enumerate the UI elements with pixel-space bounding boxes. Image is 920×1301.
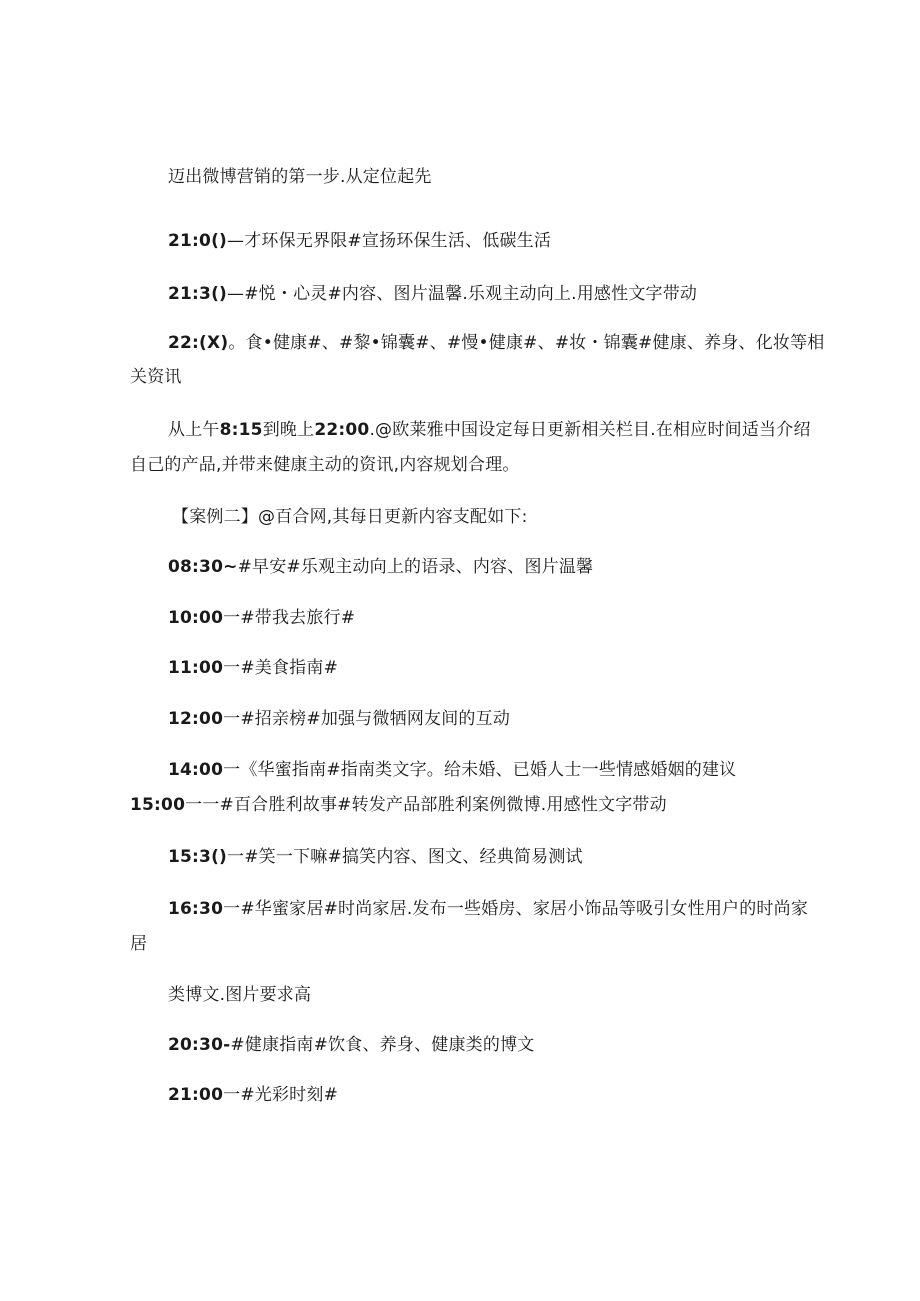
line-text: —才环保无界限#宣扬环保生活、低碳生活 — [227, 231, 552, 251]
text-line-2030 — [168, 1033, 534, 1057]
text-line-1630-continuation-2 — [168, 983, 311, 1007]
text-line-loreal-schedule — [168, 418, 811, 442]
line-text: 一#带我去旅行# — [223, 608, 356, 628]
line-time: 20:30- — [168, 1035, 231, 1055]
text-line-case-two — [172, 505, 528, 529]
line-text: 一#美食指南# — [223, 658, 339, 678]
line-text: 【案例二】@百合网,其每日更新内容支配如下: — [172, 507, 528, 527]
text-line-1400 — [168, 758, 736, 782]
line-text: 从上午 — [168, 420, 220, 440]
line-text: #早安#乐观主动向上的语录、内容、图片温馨 — [237, 557, 594, 577]
text-line-1000 — [168, 606, 355, 630]
line-time: 16:30 — [168, 899, 224, 919]
text-line-2130 — [168, 282, 697, 306]
line-time: 12:00 — [168, 709, 224, 729]
text-line-1500 — [130, 793, 667, 817]
line-time: 10:00 — [168, 608, 224, 628]
line-text: 一#光彩时刻# — [223, 1085, 339, 1105]
line-time: 15:00 — [130, 795, 186, 815]
line-text: 一#笑一下嘛#搞笑内容、图文、经典简易测试 — [227, 847, 583, 867]
line-text: .@欧莱雅中国设定每日更新相关栏目.在相应时间适当介绍 — [369, 420, 811, 440]
text-line-continuation — [130, 365, 182, 389]
line-text: 自己的产品,并带来健康主动的资讯,内容规划合理。 — [130, 455, 520, 475]
text-line-1100 — [168, 656, 338, 680]
line-time: 21:00 — [168, 1085, 224, 1105]
line-time: 11:00 — [168, 658, 224, 678]
text-line-1200 — [168, 707, 510, 731]
line-time: 21:3() — [168, 284, 228, 304]
text-line-positioning — [168, 165, 432, 189]
line-text: 居 — [130, 934, 148, 954]
line-text: 一一#百合胜利故事#转发产品部胜利案例微博.用感性文字带动 — [185, 795, 667, 815]
line-text: 一#招亲榜#加强与微牺网友间的互动 — [223, 709, 511, 729]
line-time: 21:0() — [168, 231, 228, 251]
line-text: 到晚上 — [262, 420, 315, 440]
text-line-0830 — [168, 555, 593, 579]
text-line-2100-b — [168, 1083, 338, 1107]
line-time: 14:00 — [168, 760, 224, 780]
line-text: 。食•健康#、#黎•锦囊#、#慢•健康#、#妆・锦囊#健康、养身、化妆等相 — [228, 333, 825, 353]
line-text: #健康指南#饮食、养身、健康类的博文 — [230, 1035, 535, 1055]
text-line-1630 — [168, 897, 808, 921]
line-text: 类博文.图片要求高 — [168, 985, 312, 1005]
line-time: 15:3() — [168, 847, 228, 867]
text-line-1530 — [168, 845, 583, 869]
line-time: 08:30~ — [168, 557, 238, 577]
line-time: 22:(X) — [168, 333, 229, 353]
line-text: 关资讯 — [130, 367, 182, 387]
line-text: 迈出微博营销的第一步.从定位起先 — [168, 167, 432, 187]
line-text: —#悦・心灵#内容、图片温馨.乐观主动向上.用感性文字带动 — [227, 284, 698, 304]
text-line-loreal-continuation — [130, 453, 520, 477]
line-text: 一#华蜜家居#时尚家居.发布一些婚房、家居小饰品等吸引女性用户的时尚家 — [223, 899, 809, 919]
line-time: 8:15 — [219, 420, 263, 440]
text-line-1630-continuation — [130, 932, 147, 956]
text-line-2100 — [168, 229, 551, 253]
line-text: 一《华蜜指南#指南类文字。给未婚、已婚人士一些情感婚姻的建议 — [223, 760, 737, 780]
text-line-2200 — [168, 331, 825, 355]
line-time: 22:00 — [314, 420, 370, 440]
